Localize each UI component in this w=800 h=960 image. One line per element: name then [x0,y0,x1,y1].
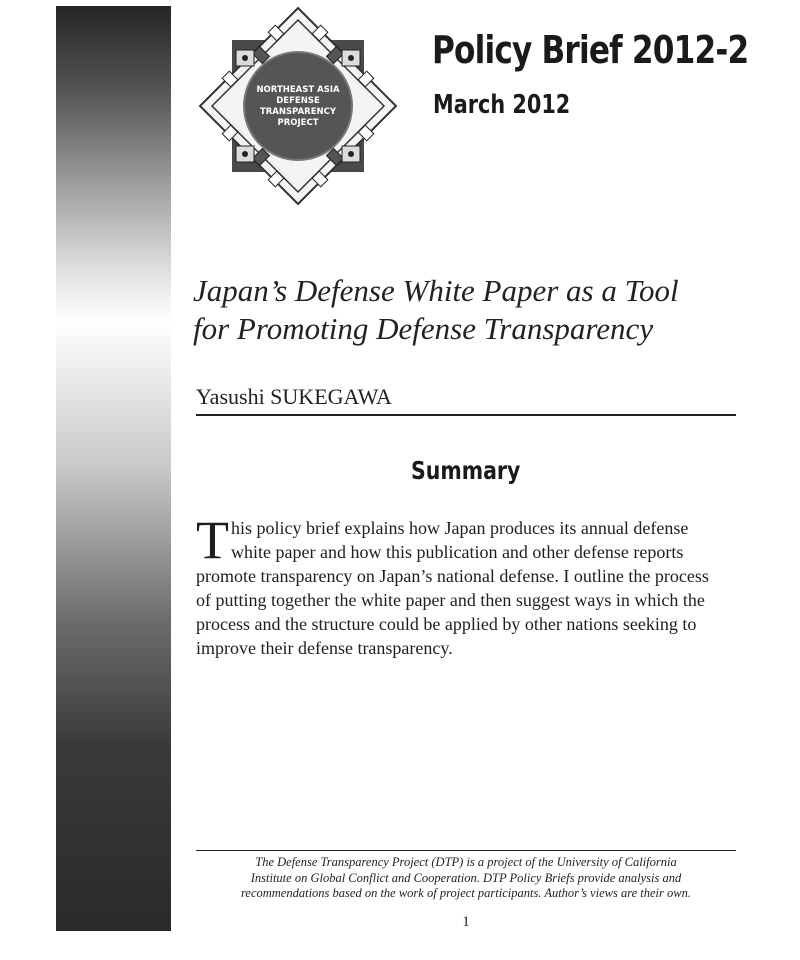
logo-text-line-3: TRANSPARENCY [259,107,337,117]
drop-cap: T [196,510,229,570]
author-name: Yasushi SUKEGAWA [196,384,392,409]
policy-brief-title: Policy Brief 2012-2 [432,28,749,72]
footer-note-line-2: Institute on Global Conflict and Cooperation. DTP Policy Briefs provide analysis and [250,870,682,885]
document-title-line-2: for Promoting Defense Transparency [193,311,654,346]
document-title-line-1: Japan’s Defense White Paper as a Tool [193,273,679,308]
logo-text-line-2: DEFENSE [276,96,320,106]
document-title [193,272,753,348]
page-number: 1 [462,914,470,930]
logo-text-line-4: PROJECT [277,118,319,128]
northeast-asia-dtp-logo [196,6,400,206]
author-divider [196,414,736,416]
footer-note-line-1: The Defense Transparency Project (DTP) is a project of the University of California [255,855,677,869]
policy-brief-date: March 2012 [433,90,571,120]
logo-text-line-1: NORTHEAST ASIA [256,85,340,95]
summary-text: his policy brief explains how Japan produces its annual defense white paper and how this publication and other defense reports promote transparency on Japan’s national defense. I outline the process of putting together the white paper and then suggest ways in which the process and the structure could be applied by other nations seeking to improve their defense transparency. [196,518,709,658]
footer-note-line-3: recommendations based on the work of project participants. Author’s views are their own. [241,886,691,900]
decorative-side-bar [56,6,171,931]
summary-heading-text: Summary [411,456,521,485]
summary-paragraph [196,510,716,660]
footer-divider [196,850,736,851]
footer-note [206,855,726,902]
summary-heading [196,456,736,485]
